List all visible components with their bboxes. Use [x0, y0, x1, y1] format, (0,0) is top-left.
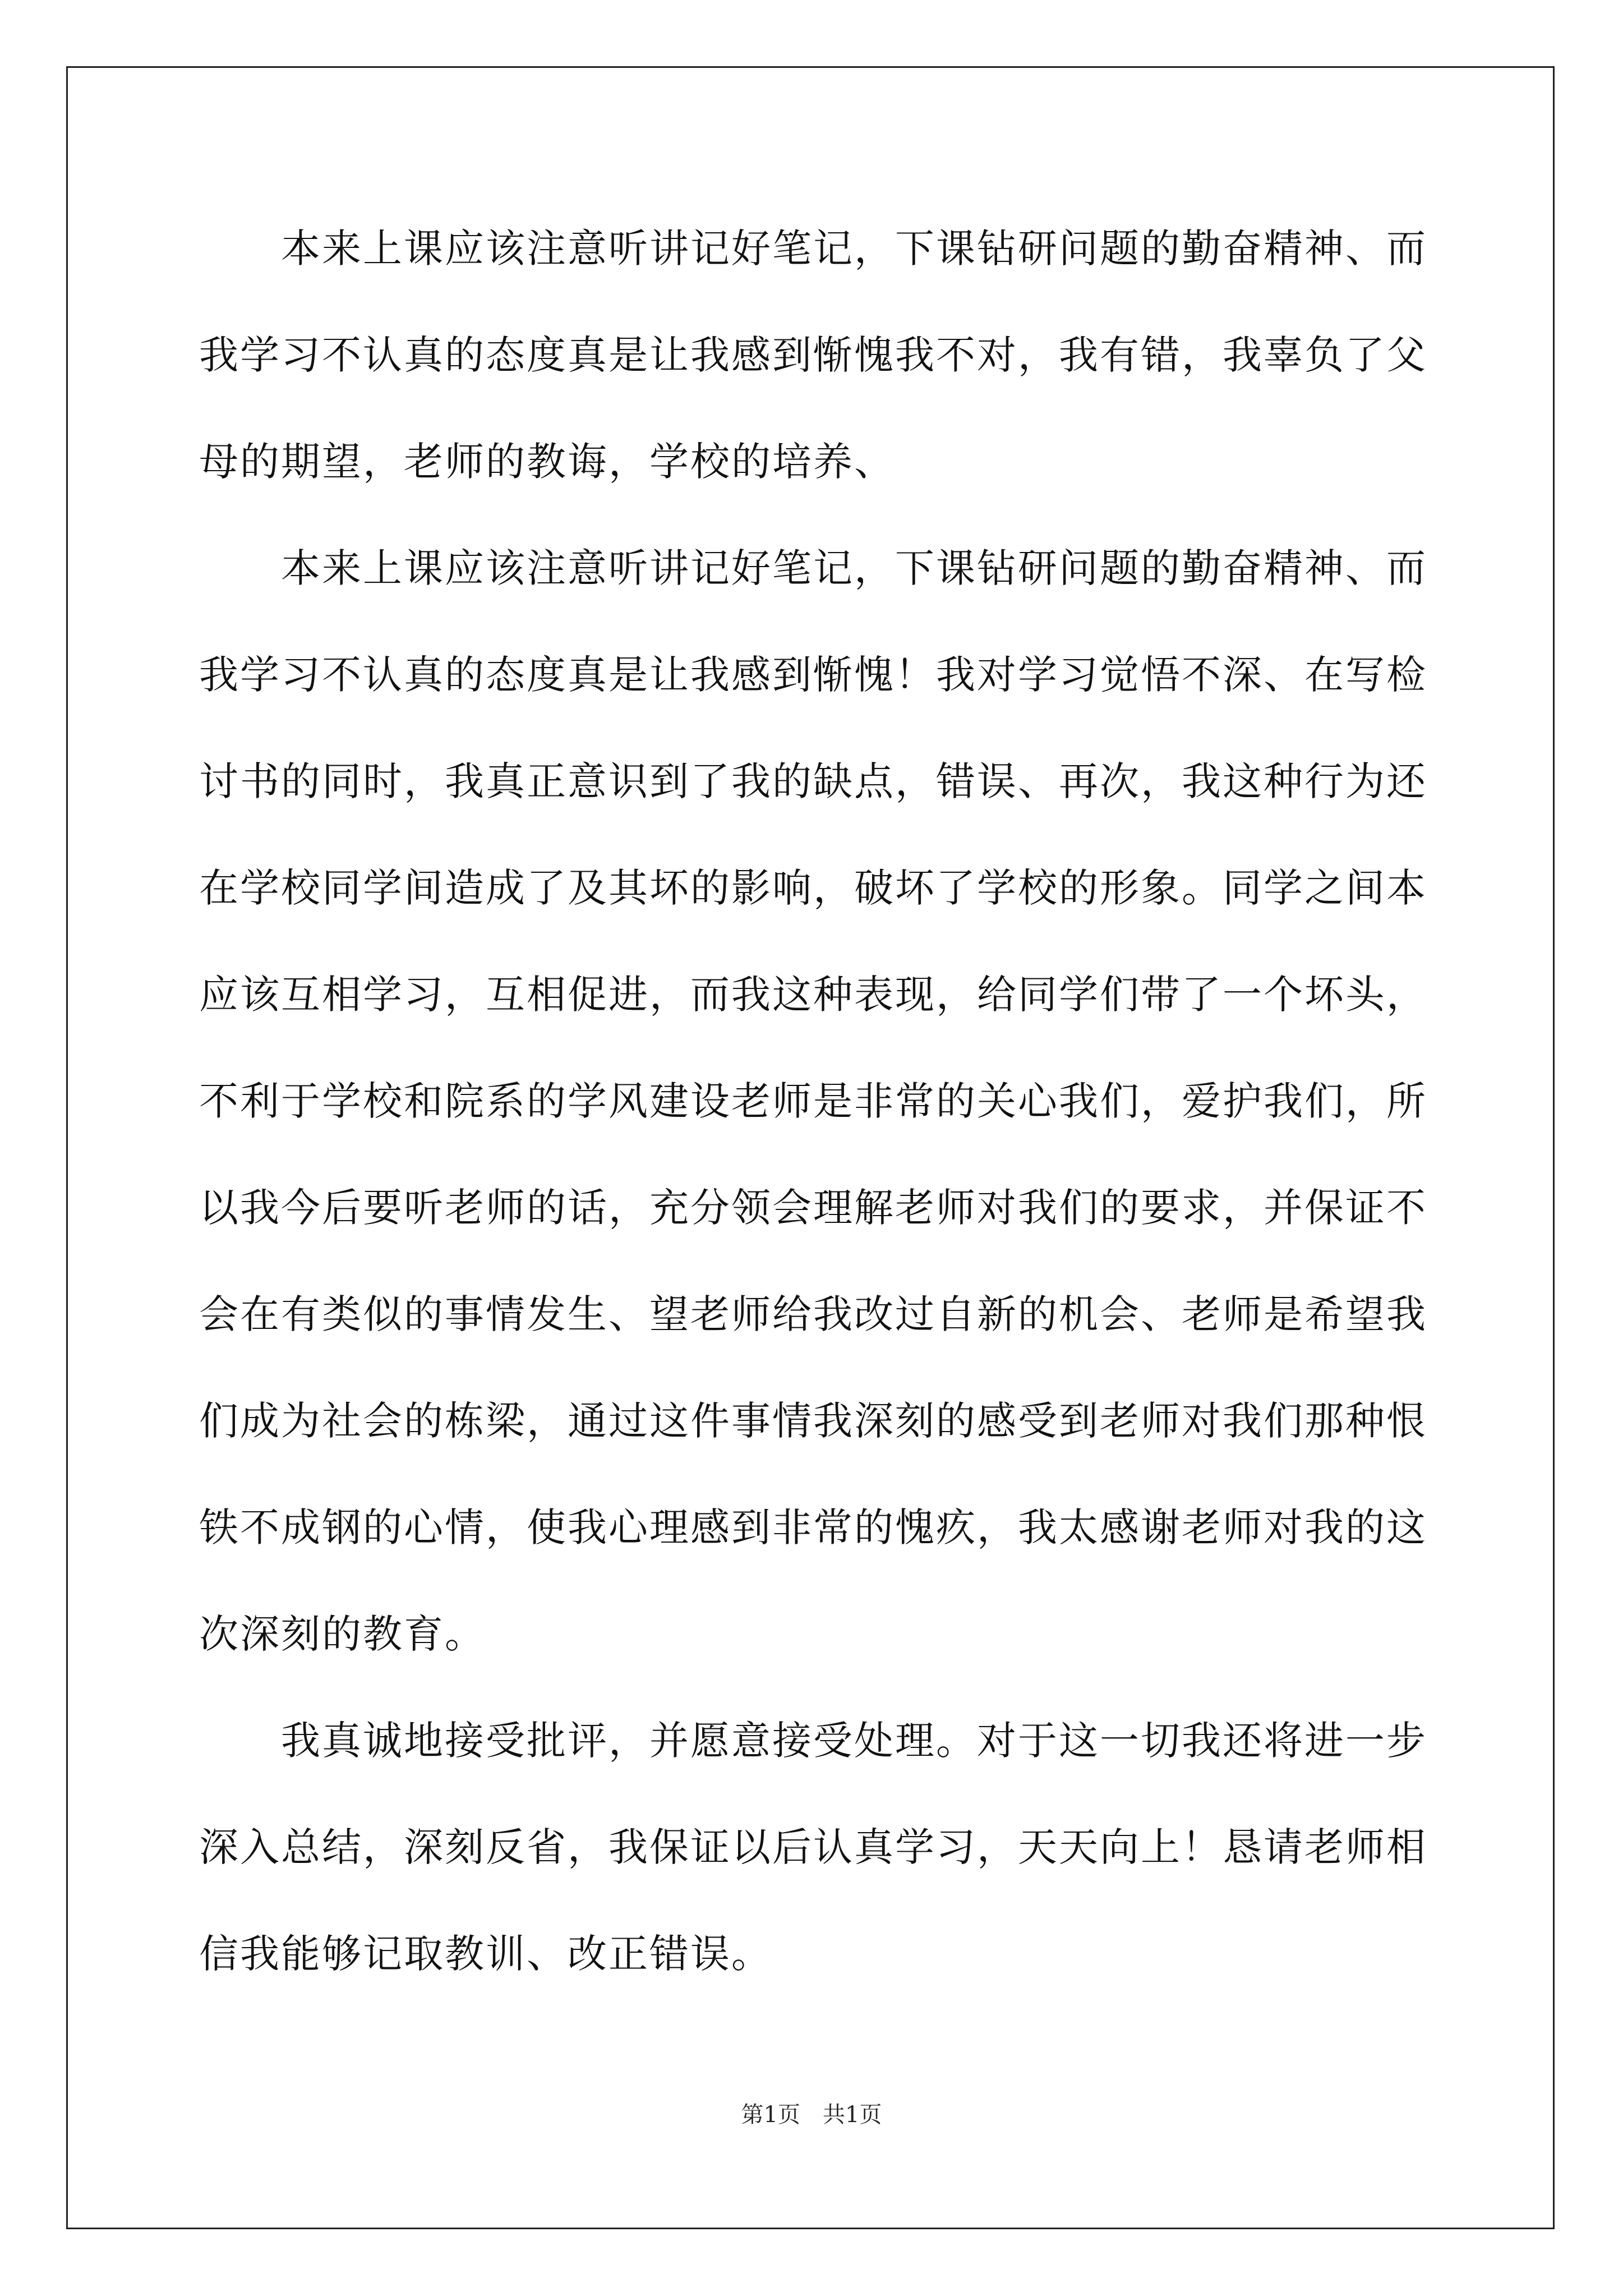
- paragraph-2-line-7: 以我今后要听老师的话，充分领会理解老师对我们的要求，并保证不: [199, 1185, 1427, 1231]
- paragraph-2-line-1: 本来上课应该注意听讲记好笔记，下课钻研问题的勤奋精神、而: [281, 545, 1427, 591]
- paragraph-1-line-3: 母的期望，老师的教诲，学校的培养、: [199, 439, 895, 485]
- paragraph-2-line-4: 在学校同学间造成了及其坏的影响，破坏了学校的形象。同学之间本: [199, 865, 1427, 911]
- paragraph-1-line-2: 我学习不认真的态度真是让我感到惭愧我不对，我有错，我辜负了父: [199, 332, 1427, 378]
- paragraph-2-line-9: 们成为社会的栋梁，通过这件事情我深刻的感受到老师对我们那种恨: [199, 1398, 1427, 1444]
- paragraph-2-line-10: 铁不成钢的心情，使我心理感到非常的愧疚，我太感谢老师对我的这: [199, 1504, 1427, 1550]
- page-footer: 第1页 共1页: [741, 2102, 882, 2128]
- document-body: [199, 216, 1436, 2028]
- paragraph-3-line-3: 信我能够记取教训、改正错误。: [199, 1931, 772, 1977]
- paragraph-2-line-6: 不利于学校和院系的学风建设老师是非常的关心我们，爱护我们，所: [199, 1078, 1427, 1124]
- paragraph-2-line-3: 讨书的同时，我真正意识到了我的缺点，错误、再次，我这种行为还: [199, 758, 1427, 804]
- paragraph-2-line-11: 次深刻的教育。: [199, 1611, 486, 1657]
- paragraph-2-line-2: 我学习不认真的态度真是让我感到惭愧！我对学习觉悟不深、在写检: [199, 652, 1427, 698]
- paragraph-3-line-1: 我真诚地接受批评，并愿意接受处理。对于这一切我还将进一步: [281, 1718, 1427, 1764]
- paragraph-2-line-5: 应该互相学习，互相促进，而我这种表现，给同学们带了一个坏头，: [199, 972, 1427, 1018]
- paragraph-2-line-8: 会在有类似的事情发生、望老师给我改过自新的机会、老师是希望我: [199, 1291, 1427, 1337]
- paragraph-3-line-2: 深入总结，深刻反省，我保证以后认真学习，天天向上！恳请老师相: [199, 1824, 1427, 1870]
- paragraph-1-line-1: 本来上课应该注意听讲记好笔记，下课钻研问题的勤奋精神、而: [281, 226, 1427, 272]
